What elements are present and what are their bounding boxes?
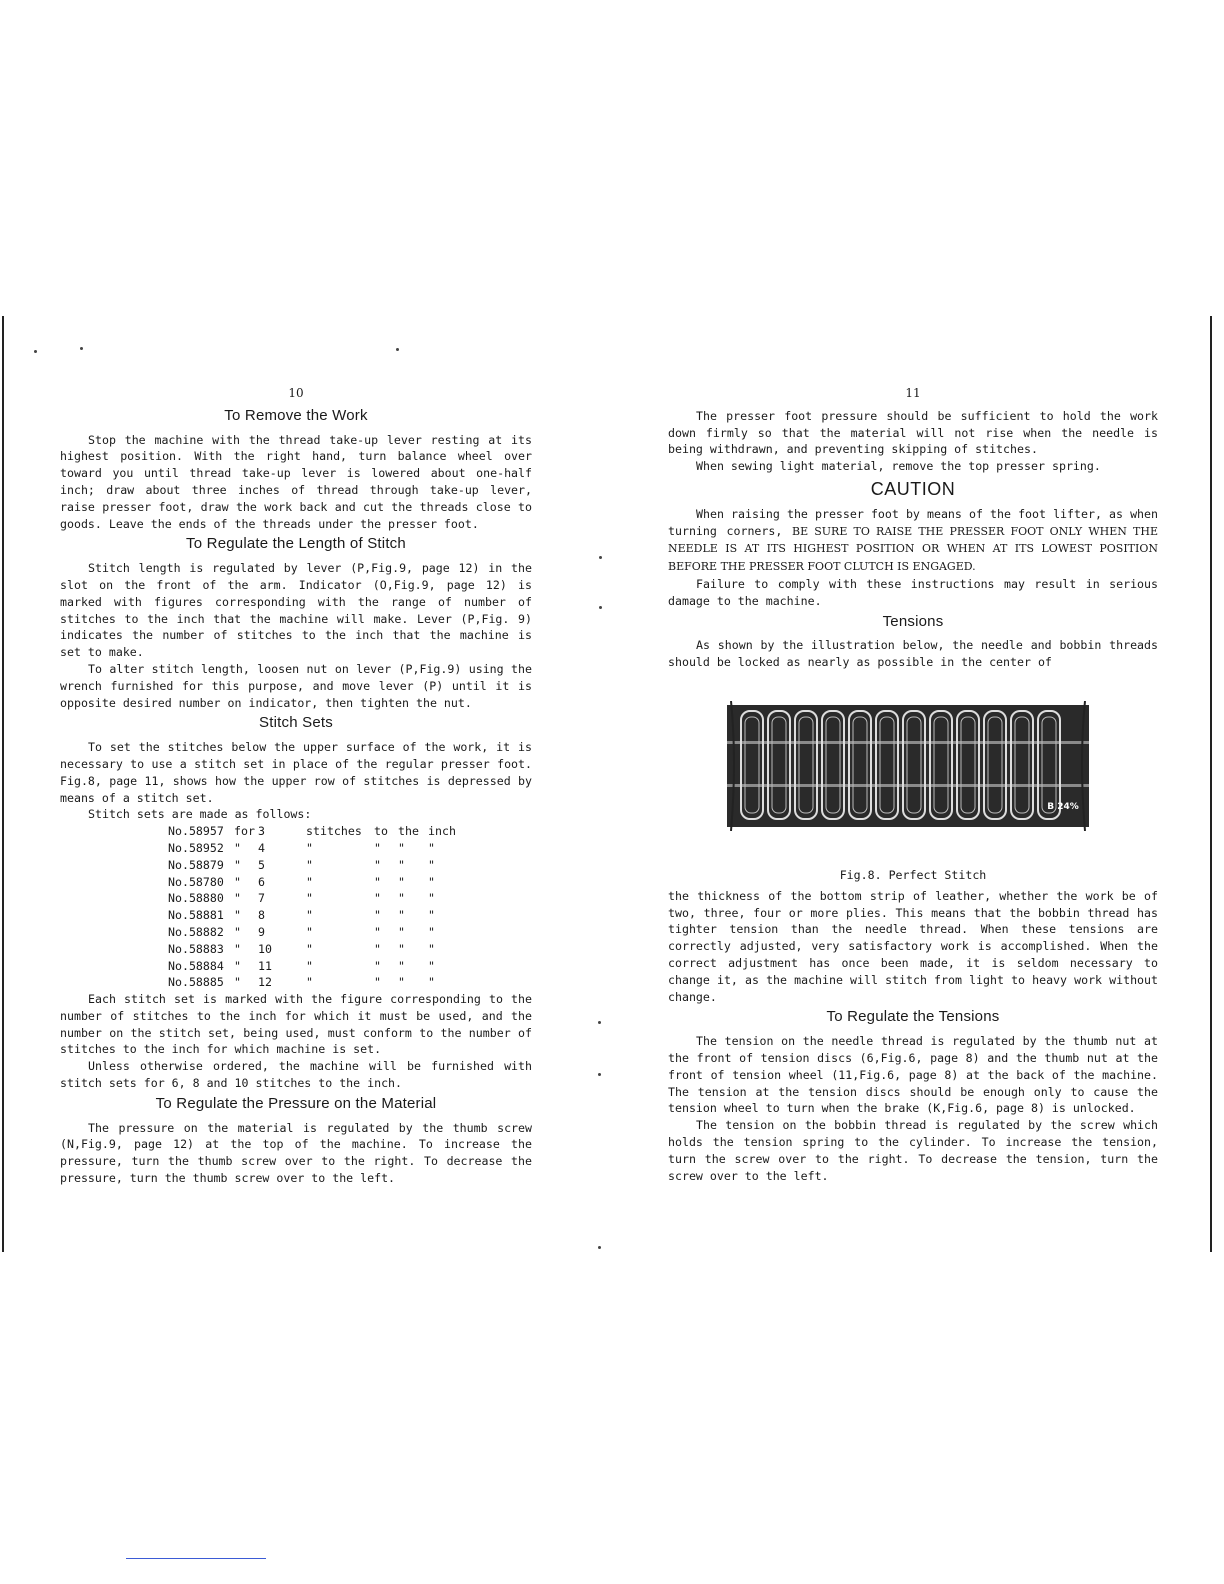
stitch-set-inch: " (428, 874, 435, 889)
stitch-set-the: " (398, 958, 405, 973)
stitch-set-st: " (306, 840, 313, 855)
stitch-set-n: 5 (258, 857, 265, 872)
stitch-set-n: 4 (258, 840, 265, 855)
stitch-set-the: " (398, 908, 405, 923)
stitch-set-the: the (398, 824, 419, 839)
stitch-sets-intro: Stitch sets are made as follows: (88, 807, 312, 822)
speck (396, 348, 399, 351)
paragraph: The tension on the bobbin thread is regulated by the screw which holds the tension spring to the cylinder. To increase the tension, turn the screw over to the right. To decrease the tension, turn the screw over to the left. (668, 1118, 1158, 1183)
heading-stitch-sets: Stitch Sets (259, 714, 333, 732)
stitch-set-the: " (398, 840, 405, 855)
leather-block (727, 705, 1089, 827)
stitch-set-inch: " (428, 908, 435, 923)
speck (598, 1246, 601, 1249)
stitch-set-no: No.58884 (168, 958, 224, 973)
stitch-set-row (168, 890, 468, 907)
bottom-link-underline (126, 1558, 266, 1559)
stitch-set-row (168, 958, 468, 975)
paragraph: As shown by the illustration below, the needle and bobbin threads should be locked as nearly as possible in the center of (668, 638, 1158, 670)
caution-caps-text: BE SURE TO RAISE THE PRESSER FOOT ONLY WHEN THE NEEDLE IS AT ITS HIGHEST POSITION OR WHEN AT ITS LOWEST POSITION BEFORE THE PRESSER FOOT CLUTCH IS ENGAGED. (668, 524, 1158, 574)
stitch-set-row (168, 840, 468, 857)
ply-line (727, 784, 1089, 787)
stitch-set-no: No.58879 (168, 857, 224, 872)
stitch-set-for: " (234, 975, 241, 990)
stitch-set-row (168, 857, 468, 874)
stitch-set-the: " (398, 924, 405, 939)
speck (599, 556, 602, 559)
stitch-set-no: No.58952 (168, 840, 224, 855)
stitch-set-row (168, 874, 468, 891)
heading-stitch-length: To Regulate the Length of Stitch (186, 535, 406, 553)
stitch-set-no: No.58880 (168, 891, 224, 906)
paragraph: The pressure on the material is regulated by the thumb screw (N,Fig.9, page 12) at the top of the machine. To increase the pressure, turn the thumb screw over to the right. To decrease the pressure, turn the thumb screw over to the left. (60, 1120, 532, 1186)
stitch-set-to: " (374, 941, 381, 956)
stitch-set-for: " (234, 874, 241, 889)
stitch-set-row (168, 924, 468, 941)
stitch-set-to: " (374, 924, 381, 939)
paragraph: the thickness of the bottom strip of leather, whether the work be of two, three, four or more plies. This means that the bobbin thread has tighter tension than the needle thread. When these tensions are correctly adjusted, very satisfactory work is accomplished. When the correct adjustment has once been made, it is seldom necessary to change it, as the machine will stitch from light to heavy work without change. (668, 888, 1158, 1004)
stitch-set-inch: " (428, 941, 435, 956)
paragraph: To set the stitches below the upper surface of the work, it is necessary to use a stitch set in place of the regular presser foot. Fig.8, page 11, shows how the upper row of stitches is depressed by means of a stitch set. (60, 740, 532, 805)
stitch-set-n: 6 (258, 874, 265, 889)
speck (598, 1021, 601, 1024)
stitch-set-st: " (306, 924, 313, 939)
stitch-set-st: " (306, 958, 313, 973)
stitch-illustration (723, 701, 1093, 831)
stitch-set-to: to (374, 824, 388, 839)
paragraph: When sewing light material, remove the top presser spring. (696, 459, 1101, 474)
stitch-set-no: No.58883 (168, 941, 224, 956)
speck (80, 347, 83, 350)
stitch-set-inch: " (428, 891, 435, 906)
paragraph: Failure to comply with these instructions may result in serious damage to the machine. (668, 576, 1158, 608)
caution-text: When raising the presser foot by means of the foot lifter, as when turning corners, (668, 506, 1158, 538)
stitch-set-for: " (234, 857, 241, 872)
stitch-set-n: 9 (258, 924, 265, 939)
stitch-set-st: " (306, 908, 313, 923)
speck (34, 350, 37, 353)
heading-regulate-tensions: To Regulate the Tensions (826, 1008, 1000, 1026)
stitch-set-n: 10 (258, 941, 272, 956)
stitch-set-row (168, 823, 468, 840)
paragraph: Each stitch set is marked with the figure corresponding to the number of stitches to the inch for which it must be used, and the number on the stitch set, being used, must conform to the number of stitches to the inch for which machine is set. (60, 992, 532, 1057)
stitch-set-no: No.58881 (168, 908, 224, 923)
stitch-set-inch: " (428, 924, 435, 939)
stitch-set-for: " (234, 891, 241, 906)
stitch-set-to: " (374, 958, 381, 973)
stitch-set-inch: inch (428, 824, 456, 839)
page-number: 10 (288, 386, 304, 400)
stitch-set-the: " (398, 874, 405, 889)
stitch-set-the: " (398, 941, 405, 956)
stitch-set-for: " (234, 958, 241, 973)
stitch-set-st: " (306, 975, 313, 990)
stitch-set-the: " (398, 891, 405, 906)
stitch-set-no: No.58780 (168, 874, 224, 889)
stitch-set-n: 3 (258, 824, 265, 839)
stitch-set-st: stitches (306, 824, 362, 839)
heading-pressure: To Regulate the Pressure on the Material (155, 1094, 437, 1112)
speck (599, 606, 602, 609)
stitch-set-no: No.58957 (168, 824, 224, 839)
figure-label: B 24% (1047, 801, 1079, 812)
stitch-set-inch: " (428, 975, 435, 990)
stitch-set-the: " (398, 975, 405, 990)
stitch-set-no: No.58882 (168, 924, 224, 939)
figure-caption: Fig.8. Perfect Stitch (839, 867, 987, 882)
stitch-set-st: " (306, 941, 313, 956)
left-page (60, 385, 532, 1187)
heading-remove-work: To Remove the Work (224, 406, 368, 424)
stitch-set-to: " (374, 908, 381, 923)
stitch-set-n: 11 (258, 958, 272, 973)
stitch-set-n: 12 (258, 975, 272, 990)
stitch-set-for: " (234, 908, 241, 923)
stitch-set-to: " (374, 975, 381, 990)
stitch-set-n: 7 (258, 891, 265, 906)
stitch-set-for: " (234, 924, 241, 939)
stitch-set-row (168, 941, 468, 958)
perfect-stitch-figure (668, 671, 1158, 861)
speck (598, 1073, 601, 1076)
stitch-set-to: " (374, 891, 381, 906)
heading-tensions: Tensions (882, 612, 944, 630)
right-page (668, 385, 1158, 1184)
stitch-set-to: " (374, 857, 381, 872)
caution-paragraph (668, 506, 1158, 576)
stitch-set-to: " (374, 874, 381, 889)
right-edge-line (1210, 316, 1212, 1252)
stitch-set-for: " (234, 941, 241, 956)
stitch-set-st: " (306, 857, 313, 872)
stitch-set-st: " (306, 874, 313, 889)
paragraph: The tension on the needle thread is regulated by the thumb nut at the front of tension discs (6,Fig.6, page 8) and the thumb nut at the front of tension wheel (11,Fig.6, page 8) at the back of the machine. The tension at the tension discs should be enough only to cause the tension wheel to turn when the brake (K,Fig.6, page 8) is unlocked. (668, 1034, 1158, 1116)
stitch-set-for: for (234, 824, 255, 839)
stitch-set-inch: " (428, 958, 435, 973)
stitch-set-inch: " (428, 840, 435, 855)
stitch-set-the: " (398, 857, 405, 872)
stitch-set-inch: " (428, 857, 435, 872)
page-number: 11 (905, 386, 921, 400)
paragraph: The presser foot pressure should be sufficient to hold the work down firmly so that the material will not rise when the needle is being withdrawn, and preventing skipping of stitches. (668, 408, 1158, 457)
ply-line (727, 741, 1089, 744)
stitch-set-st: " (306, 891, 313, 906)
paragraph: Stop the machine with the thread take-up lever resting at its highest position. With the right hand, turn balance wheel over toward you until thread take-up lever is lowered about one-half inch; draw about three inches of thread through take-up lever, raise presser foot, draw the work back and cut the threads close to goods. Leave the ends of the threads under the presser foot. (60, 432, 532, 531)
paragraph: Unless otherwise ordered, the machine will be furnished with stitch sets for 6, 8 and 10 stitches to the inch. (60, 1059, 532, 1091)
stitch-set-n: 8 (258, 908, 265, 923)
paragraph: To alter stitch length, loosen nut on lever (P,Fig.9) using the wrench furnished for this purpose, and move lever (P) until it is opposite desired number on indicator, then tighten the nut. (60, 661, 532, 710)
stitch-set-for: " (234, 840, 241, 855)
left-edge-line (2, 316, 4, 1252)
heading-caution: CAUTION (870, 478, 956, 499)
stitch-sets-table (168, 823, 468, 991)
stitch-set-row (168, 907, 468, 924)
stitch-set-no: No.58885 (168, 975, 224, 990)
stitch-set-row (168, 974, 468, 991)
stitch-set-to: " (374, 840, 381, 855)
paragraph: Stitch length is regulated by lever (P,Fig.9, page 12) in the slot on the front of the arm. Indicator (O,Fig.9, page 12) is marked with figures corresponding with the range of number of stitches to the inch that the machine will make. Lever (P,Fig. 9) indicates the number of stitches to the inch that the machine is set to make. (60, 561, 532, 660)
